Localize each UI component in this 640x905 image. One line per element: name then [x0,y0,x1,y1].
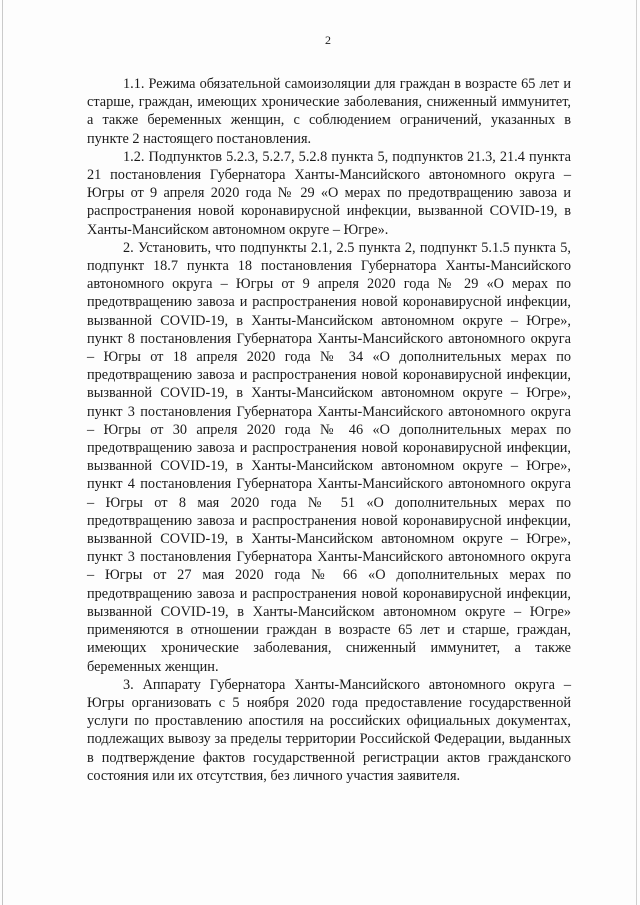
scan-edge-left [2,0,3,905]
paragraph-1-1: 1.1. Режима обязательной самоизоляции для граждан в возрасте 65 лет и старше, граждан, имеющих хронические заболевания, сниженный иммунитет, а также беременных женщин, с соблюдением ограничений, указанных в пункте 2 настоящего постановления. [87,76,571,147]
document-body [87,75,571,785]
scan-edge-right [636,0,637,905]
paragraph-2: 2. Установить, что подпункты 2.1, 2.5 пункта 2, подпункт 5.1.5 пункта 5, подпункт 18.7 пункта 18 постановления Губернатора Ханты-Мансийского автономного округа – Югры от 9 апреля 2020 года № 29 «О мерах по предотвращению завоза и распространения новой коронавирусной инфекции, вызванной COVID-19, в Ханты-Мансийском автономном округе – Югре», пункт 8 постановления Губернатора Ханты-Мансийского автономного округа – Югры от 18 апреля 2020 года № 34 «О дополнительных мерах по предотвращению завоза и распространения новой коронавирусной инфекции, вызванной COVID-19, в Ханты-Мансийском автономном округе – Югре», пункт 3 постановления Губернатора Ханты-Мансийского автономного округа – Югры от 30 апреля 2020 года № 46 «О дополнительных мерах по предотвращению завоза и распространения новой коронавирусной инфекции, вызванной COVID-19, в Ханты-Мансийском автономном округе – Югре», пункт 4 постановления Губернатора Ханты-Мансийского автономного округа – Югры от 8 мая 2020 года № 51 «О дополнительных мерах по предотвращению завоза и распространения новой коронавирусной инфекции, вызванной COVID-19, в Ханты-Мансийском автономном округе – Югре», пункт 3 постановления Губернатора Ханты-Мансийского автономного округа – Югры от 27 мая 2020 года № 66 «О дополнительных мерах по предотвращению завоза и распространения новой коронавирусной инфекции, вызванной COVID-19, в Ханты-Мансийском автономном округе – Югре» применяются в отношении граждан в возрасте 65 лет и старше, граждан, имеющих хронические заболевания, сниженный иммунитет, а также беременных женщин. [87,239,571,675]
paragraph-1-2: 1.2. Подпунктов 5.2.3, 5.2.7, 5.2.8 пункта 5, подпунктов 21.3, 21.4 пункта 21 постановления Губернатора Ханты-Мансийского автономного округа – Югры от 9 апреля 2020 года № 29 «О мерах по предотвращению завоза и распространения новой коронавирусной инфекции, вызванной COVID-19, в Ханты-Мансийском автономном округе – Югре». [87,148,571,238]
paragraph-3: 3. Аппарату Губернатора Ханты-Мансийского автономного округа – Югры организовать с 5 ноября 2020 года предоставление государственной услуги по проставлению апостиля на российских официальных документах, подлежащих вывозу за пределы территории Российской Федерации, выданных в подтверждение фактов государственной регистрации актов гражданского состояния или их отсутствия, без личного участия заявителя. [87,676,571,784]
page-number: 2 [325,33,331,47]
